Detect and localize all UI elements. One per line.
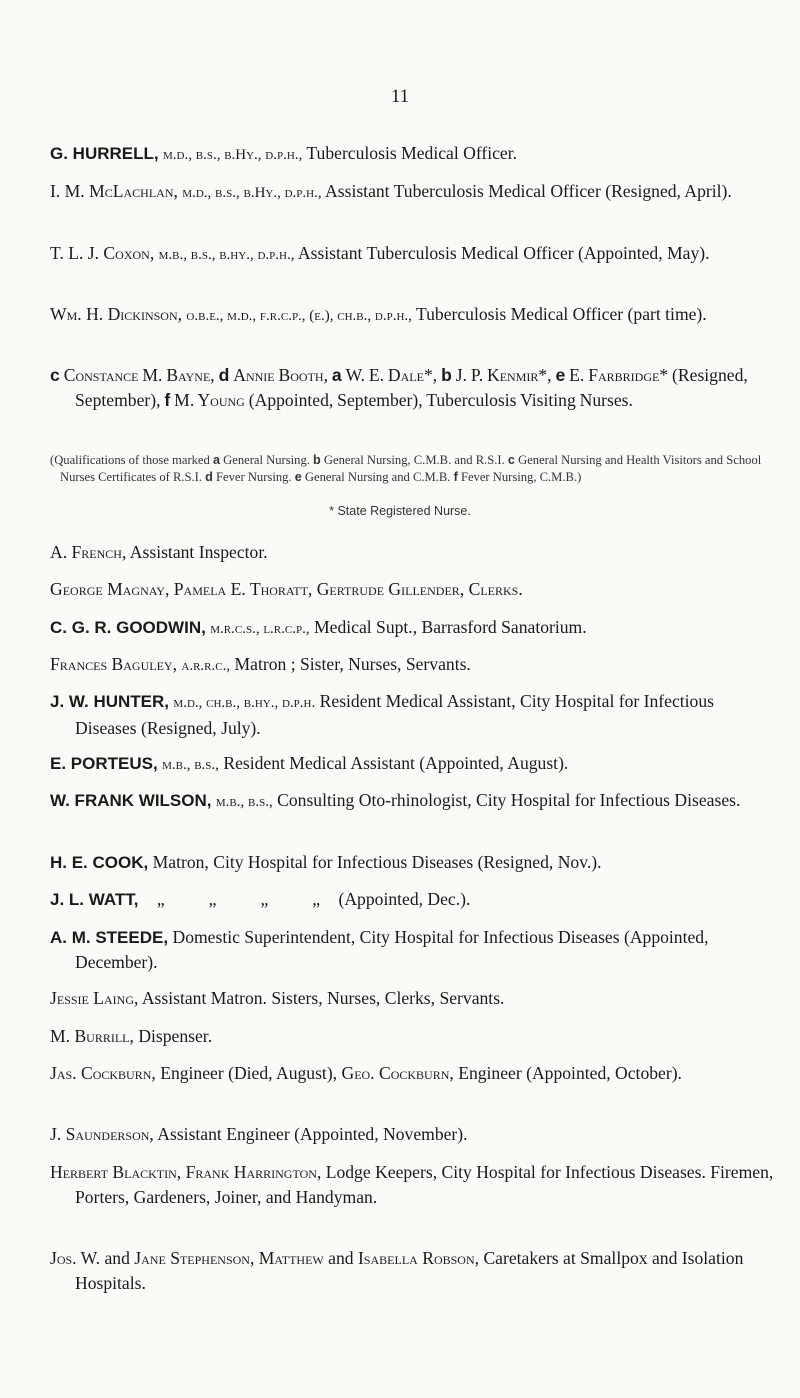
role: (Resigned, September), <box>75 365 748 410</box>
role: Tuberculosis Medical Officer. <box>306 143 518 163</box>
qualification-letter: f <box>453 470 458 484</box>
qualification-letter: e <box>555 365 566 385</box>
entry-hunter <box>50 689 775 741</box>
staff-name: H. E. COOK, <box>50 853 149 872</box>
entry-mclachlan <box>50 179 775 206</box>
staff-name: Jas. Cockburn, <box>50 1063 156 1083</box>
entry-visiting-nurses <box>50 363 775 413</box>
qualifications: m.d., ch.b., b.hy., d.p.h. <box>173 695 316 711</box>
role: Matron, City Hospital for Infectious Diseases (Resigned, Nov.). <box>152 852 602 872</box>
staff-name: Annie Booth, <box>233 365 328 385</box>
staff-name: Constance M. Bayne, <box>63 365 215 385</box>
entry-laing <box>50 986 750 1011</box>
staff-name: Jane Stephenson, Matthew <box>134 1248 324 1268</box>
staff-name: J. Saunderson, <box>50 1124 154 1144</box>
staff-name: Herbert Blacktin, Frank Harrington, <box>50 1162 322 1182</box>
role: Lodge Keepers, City Hospital for Infectious Diseases. Firemen, Porters, Gardeners, Joiner, and Handyman. <box>75 1162 774 1207</box>
entry-burrill <box>50 1024 750 1049</box>
role: Assistant Tuberculosis Medical Officer (Appointed, May). <box>297 243 710 263</box>
role: Domestic Superintendent, City Hospital for Infectious Diseases (Appointed, December). <box>75 927 709 972</box>
qualifications-note: (Qualifications of those marked a General Nursing. b General Nursing, C.M.B. and R.S.I. c General Nursing and Health Visitors and School Nurses Certificates of R.S.I. d Fever Nursing. e General Nursing and C.M.B. f Fever Nursing, C.M.B.) <box>50 453 762 484</box>
role: Matron ; Sister, Nurses, Servants. <box>234 654 471 674</box>
role: (Appointed, September), Tuberculosis Visiting Nurses. <box>248 390 633 410</box>
qualifications: m.b., b.s., <box>162 757 219 773</box>
role: Engineer (Appointed, October). <box>458 1063 682 1083</box>
entry-clerks: George Magnay, Pamela E. Thoratt, Gertrude Gillender, Clerks. <box>50 579 523 599</box>
role: Assistant Engineer (Appointed, November). <box>157 1124 468 1144</box>
state-registered-note: * State Registered Nurse. <box>329 504 471 518</box>
entry-saunderson <box>50 1122 750 1147</box>
staff-name: Jos. W. <box>50 1248 101 1268</box>
qualification-letter: e <box>294 470 302 484</box>
qualification-letter: a <box>331 365 342 385</box>
staff-name: E. PORTEUS, <box>50 754 158 773</box>
entry-french <box>50 540 750 565</box>
staff-name: Wm. H. Dickinson, <box>50 304 183 324</box>
role: Assistant Matron. Sisters, Nurses, Clerks, Servants. <box>141 988 505 1008</box>
entry-steede <box>50 925 775 975</box>
staff-name: G. HURRELL, <box>50 144 159 163</box>
qualification-letter: c <box>50 365 60 385</box>
staff-name: W. E. Dale*, <box>345 365 438 385</box>
staff-name: T. L. J. Coxon, <box>50 243 155 263</box>
role: Medical Supt., Barrasford Sanatorium. <box>314 617 587 637</box>
staff-name: J. P. Kenmir*, <box>455 365 552 385</box>
qualifications: m.b., b.s., <box>215 794 273 810</box>
staff-name: W. FRANK WILSON, <box>50 791 212 810</box>
role: Resident Medical Assistant (Appointed, August). <box>223 753 569 773</box>
ditto-marks: „ „ „ „ <box>156 889 321 909</box>
entry-wilson <box>50 788 775 815</box>
staff-name: Frances Baguley, <box>50 654 177 674</box>
qualification-letter: b <box>441 365 452 385</box>
staff-name: M. Young <box>174 390 245 410</box>
qualification-letter: d <box>218 365 230 385</box>
staff-name: J. L. WATT, <box>50 890 139 909</box>
qualifications: m.d., b.s., b.Hy., d.p.h., <box>163 147 303 163</box>
staff-name: I. M. McLachlan, <box>50 181 178 201</box>
staff-name: E. Farbridge* <box>569 365 669 385</box>
qualification-letter: c <box>507 453 515 467</box>
role: Engineer (Died, August), <box>160 1063 338 1083</box>
qualification-letter: b <box>313 453 321 467</box>
page-number: 11 <box>390 86 410 107</box>
qualification-letter: a <box>212 453 220 467</box>
qualifications: o.b.e., m.d., f.r.c.p., (e.), ch.b., d.p.h., <box>186 308 412 324</box>
qualification-letter: f <box>164 390 171 410</box>
staff-name: Geo. Cockburn, <box>341 1063 454 1083</box>
role: Caretakers at Smallpox and Isolation Hospitals. <box>75 1248 744 1293</box>
qualifications: m.b., b.s., b.hy., d.p.h., <box>158 247 295 263</box>
staff-name: A. French, <box>50 542 127 562</box>
entry-cockburn <box>50 1061 775 1086</box>
qualification-letter: d <box>205 470 213 484</box>
role: Tuberculosis Medical Officer (part time). <box>415 304 707 324</box>
qualifications: a.r.r.c., <box>181 658 231 674</box>
entry-cook <box>50 850 750 875</box>
staff-name: Jessie Laing, <box>50 988 139 1008</box>
entry-porteus <box>50 751 750 778</box>
role: (Appointed, Dec.). <box>338 889 471 909</box>
entry-lodge-keepers <box>50 1160 775 1210</box>
entry-dickinson <box>50 302 775 329</box>
staff-name: Isabella Robson, <box>357 1248 480 1268</box>
entry-baguley <box>50 652 750 679</box>
staff-name: A. M. STEEDE, <box>50 928 169 947</box>
entry-goodwin <box>50 615 750 642</box>
entry-caretakers: Jos. W. and Jane Stephenson, Matthew and Isabella Robson, Caretakers at Smallpox and Isolation Hospitals. <box>50 1248 744 1293</box>
staff-name: M. Burrill, <box>50 1026 134 1046</box>
role: Dispenser. <box>138 1026 213 1046</box>
role: Consulting Oto-rhinologist, City Hospital for Infectious Diseases. <box>277 790 741 810</box>
qualifications: m.r.c.s., l.r.c.p., <box>210 621 310 637</box>
entry-coxon <box>50 241 775 268</box>
entry-watt <box>50 887 750 912</box>
staff-name: C. G. R. GOODWIN, <box>50 618 206 637</box>
role: Resident Medical Assistant, City Hospital for Infectious Diseases (Resigned, July). <box>75 691 714 738</box>
entry-hurrell <box>50 141 775 168</box>
role: Assistant Inspector. <box>129 542 268 562</box>
qualifications: m.d., b.s., b.Hy., d.p.h., <box>182 185 322 201</box>
role: Assistant Tuberculosis Medical Officer (Resigned, April). <box>325 181 732 201</box>
staff-name: J. W. HUNTER, <box>50 692 170 711</box>
